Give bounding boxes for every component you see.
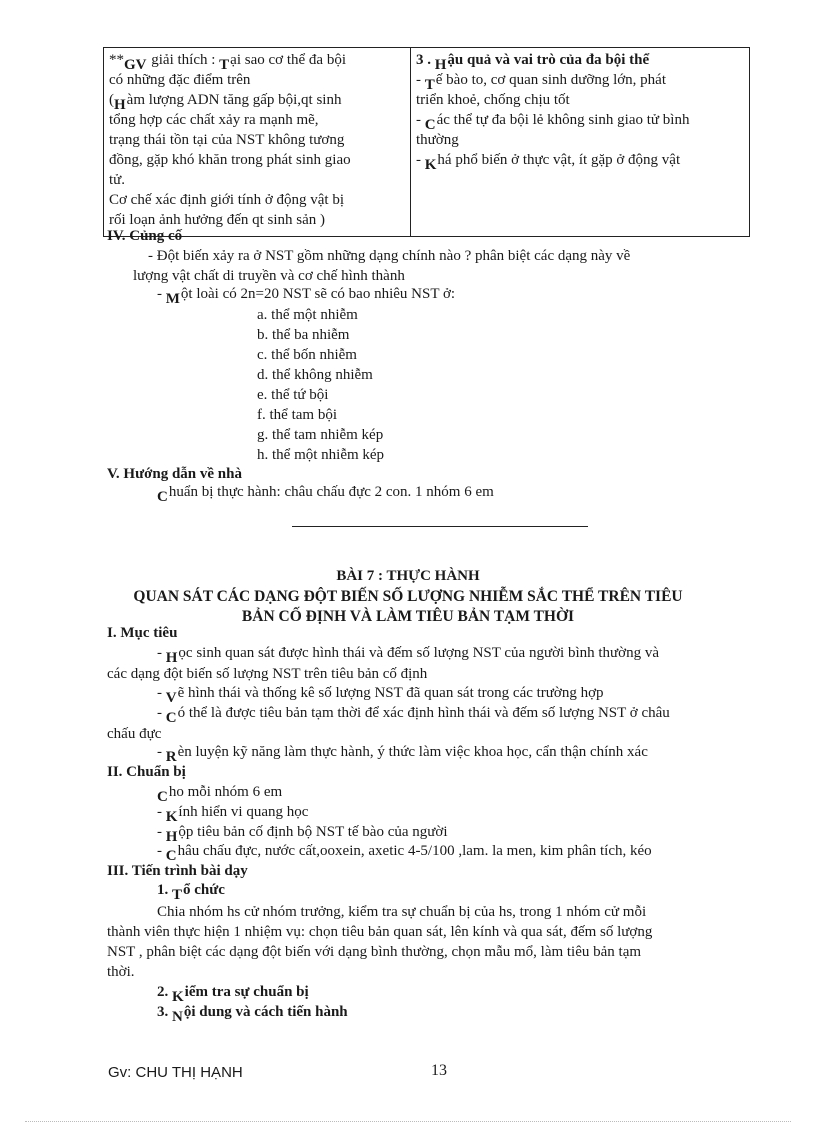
text-run: ộp tiêu bản cố định bộ NST tế bào của người [178, 824, 448, 840]
text-run: trạng thái tồn tại của NST không tương [109, 132, 345, 148]
section-divider [292, 526, 588, 527]
drop-capital: C [157, 489, 168, 505]
table-left-line [109, 70, 405, 90]
text-run: 2. [157, 984, 172, 1000]
text-run: f. thể tam bội [257, 407, 337, 423]
text-run: ẽ hình thái và thống kê số lượng NST đã quan sát trong các trường hợp [177, 685, 604, 701]
text-run: - [157, 685, 166, 701]
text-run: ổ chức [183, 882, 225, 898]
drop-capital: T [219, 57, 230, 73]
text-line [157, 484, 494, 505]
drop-capital: C [165, 848, 177, 864]
text-line [257, 327, 349, 344]
text-line [157, 804, 309, 825]
lesson-heading: BÀI 7 : THỰC HÀNH [336, 568, 480, 584]
text-run: há phổ biến ở thực vật, ít gặp ở động vật [437, 152, 681, 168]
table-right-line [416, 70, 744, 93]
text-run: - [157, 645, 166, 661]
table-right-cell [411, 48, 750, 237]
text-run: b. thể ba nhiễm [257, 327, 350, 343]
table-left-line [109, 110, 405, 130]
text-run: III. Tiến trình bài dạy [107, 863, 248, 879]
text-run: đồng, gặp khó khăn trong phát sinh giao [109, 152, 351, 168]
text-run: ác thể tự đa bội lẻ không sinh giao tử bình [436, 112, 690, 128]
text-run: ho mỗi nhóm 6 em [168, 784, 283, 800]
text-run: ( [109, 92, 114, 108]
table-left-line [109, 190, 405, 210]
drop-capital: C [424, 117, 436, 133]
table-left-line [109, 130, 405, 150]
text-run: 3. [157, 1004, 172, 1020]
text-run: ính hiển vi quang học [178, 804, 309, 820]
text-run: V. Hướng dẫn về nhà [107, 466, 242, 482]
text-run: - [157, 705, 166, 721]
text-run: - [416, 112, 425, 128]
table-left-line [109, 210, 405, 230]
text-run: 1. [157, 882, 172, 898]
text-run: h. thể một nhiễm kép [257, 447, 385, 463]
text-line [157, 784, 283, 805]
text-run: có những đặc điểm trên [109, 72, 251, 88]
text-line [257, 367, 373, 384]
section-heading [157, 882, 225, 903]
text-run: ế bào to, cơ quan sinh dưỡng lớn, phát [435, 72, 666, 88]
text-line [107, 924, 652, 941]
page-number: 13 [431, 1062, 447, 1079]
table-right-line [416, 50, 744, 73]
text-run: rối loạn ảnh hưởng đến qt sinh sản ) [109, 212, 326, 228]
text-line [257, 447, 384, 464]
text-run: - [157, 843, 166, 859]
section-heading [157, 984, 309, 1005]
drop-capital: C [165, 710, 177, 726]
text-run: ại sao cơ thể đa bội [230, 52, 346, 68]
text-line [107, 666, 427, 683]
drop-capital: K [172, 989, 184, 1005]
table-right-line [416, 90, 744, 110]
section-heading [107, 625, 177, 642]
section-heading [107, 228, 182, 245]
table-right-line [416, 110, 744, 133]
text-run: triển khoẻ, chống chịu tốt [416, 92, 570, 108]
text-line [157, 843, 652, 864]
table-left-cell [104, 48, 411, 237]
bold-text: 3 . [416, 52, 435, 68]
text-run: lượng vật chất di truyền và cơ chế hình thành [133, 268, 405, 284]
text-run: d. thể không nhiễm [257, 367, 373, 383]
text-run: giải thích : [147, 52, 220, 68]
text-line [107, 726, 161, 743]
drop-capital: H [165, 650, 178, 666]
text-run: các dạng đột biến số lượng NST trên tiêu bản cố định [107, 666, 428, 682]
drop-capital: H [434, 57, 447, 73]
text-line [157, 904, 646, 921]
drop-capital: C [157, 789, 168, 805]
text-run: - [157, 286, 166, 302]
page-bottom-edge [25, 1121, 791, 1122]
text-run: I. Mục tiêu [107, 625, 178, 641]
text-run: iểm tra sự chuẩn bị [184, 984, 309, 1000]
text-run: ọc sinh quan sát được hình thái và đếm số lượng NST của người bình thường và [178, 645, 660, 661]
text-run: - Đột biến xảy ra ở NST gồm những dạng chính nào ? phân biệt các dạng này về [148, 248, 631, 264]
text-run: àm lượng ADN tăng gấp bội,qt sinh [126, 92, 342, 108]
content-table [103, 47, 750, 237]
drop-capital: H [165, 829, 178, 845]
text-run: c. thể bốn nhiễm [257, 347, 357, 363]
text-run: - [157, 804, 166, 820]
drop-capital: GV [124, 57, 147, 73]
text-line [157, 744, 648, 765]
drop-capital: K [424, 157, 437, 173]
drop-capital: V [165, 690, 177, 706]
section-heading [107, 863, 248, 880]
drop-capital: R [165, 749, 177, 765]
section-heading [157, 1004, 348, 1025]
text-run: Chia nhóm hs cử nhóm trưởng, kiểm tra sự chuẩn bị của hs, trong 1 nhóm cử mỗi [157, 904, 647, 920]
text-line [257, 427, 383, 444]
text-run: II. Chuẩn bị [107, 764, 186, 780]
drop-capital: H [114, 97, 126, 113]
section-heading [107, 466, 242, 483]
text-run: e. thể tứ bội [257, 387, 329, 403]
text-line [157, 824, 448, 845]
table-left-line [109, 170, 405, 190]
text-run: NST , phân biệt các dạng đột biến với dạng bình thường, chọn mẫu mổ, làm tiêu bản tạm [107, 944, 642, 960]
text-run: thường [416, 132, 459, 148]
text-line [157, 705, 670, 726]
text-run: - [416, 152, 425, 168]
text-run: thành viên thực hiện 1 nhiệm vụ: chọn tiêu bản quan sát, lên kính và qua sát, đếm số lượng [107, 924, 653, 940]
text-line [107, 964, 135, 981]
text-run: - [157, 744, 166, 760]
section-heading [107, 764, 186, 781]
text-run: tổng hợp các chất xảy ra mạnh mẽ, [109, 112, 319, 128]
text-line [107, 944, 641, 961]
lesson-title-line-2: BẢN CỐ ĐỊNH VÀ LÀM TIÊU BẢN TẠM THỜI [241, 608, 575, 625]
table-left-line [109, 50, 405, 73]
text-run: a. thể một nhiễm [257, 307, 358, 323]
text-line [148, 248, 630, 265]
text-line [257, 347, 357, 364]
table-right-line [416, 130, 744, 150]
text-line [257, 307, 358, 324]
text-run: ó thể là được tiêu bản tạm thời để xác định hình thái và đếm số lượng NST ở châu [177, 705, 670, 721]
text-run: ột loài có 2n=20 NST sẽ có bao nhiêu NST ở: [180, 286, 456, 302]
drop-capital: M [165, 291, 180, 307]
text-run: ** [109, 52, 124, 68]
text-run: - [157, 824, 166, 840]
text-run: thời. [107, 964, 135, 980]
text-run: tử. [109, 172, 126, 188]
text-run: IV. Củng cố [107, 228, 183, 244]
drop-capital: N [172, 1009, 183, 1025]
drop-capital: T [172, 887, 183, 903]
text-run: huẩn bị thực hành: châu chấu đực 2 con. 1 nhóm 6 em [168, 484, 494, 500]
text-run: hâu chấu đực, nước cất,ooxein, axetic 4-5/100 ,lam. la men, kim phân tích, kéo [177, 843, 652, 859]
text-line [157, 685, 604, 706]
text-line [157, 645, 660, 666]
bold-text: ậu quả và vai trò của đa bội thể [447, 52, 650, 68]
table-left-line [109, 150, 405, 170]
text-run: èn luyện kỹ năng làm thực hành, ý thức làm việc khoa học, cẩn thận chính xác [177, 744, 648, 760]
text-run: - [416, 72, 425, 88]
table-right-line [416, 150, 744, 173]
lesson-title-line-1: QUAN SÁT CÁC DẠNG ĐỘT BIẾN SỐ LƯỢNG NHIỄM SẮC THỂ TRÊN TIÊU [133, 588, 683, 605]
text-line [157, 286, 456, 307]
text-line [133, 268, 405, 285]
text-run: g. thể tam nhiễm kép [257, 427, 384, 443]
drop-capital: T [424, 77, 435, 93]
text-run: chấu đực [107, 726, 162, 742]
drop-capital: K [165, 809, 178, 825]
text-run: ội dung và cách tiến hành [183, 1004, 348, 1020]
teacher-name: Gv: CHU THỊ HẠNH [108, 1064, 243, 1081]
text-line [257, 407, 337, 424]
text-line [257, 387, 328, 404]
text-run: Cơ chế xác định giới tính ở động vật bị [109, 192, 345, 208]
table-left-line [109, 90, 405, 113]
